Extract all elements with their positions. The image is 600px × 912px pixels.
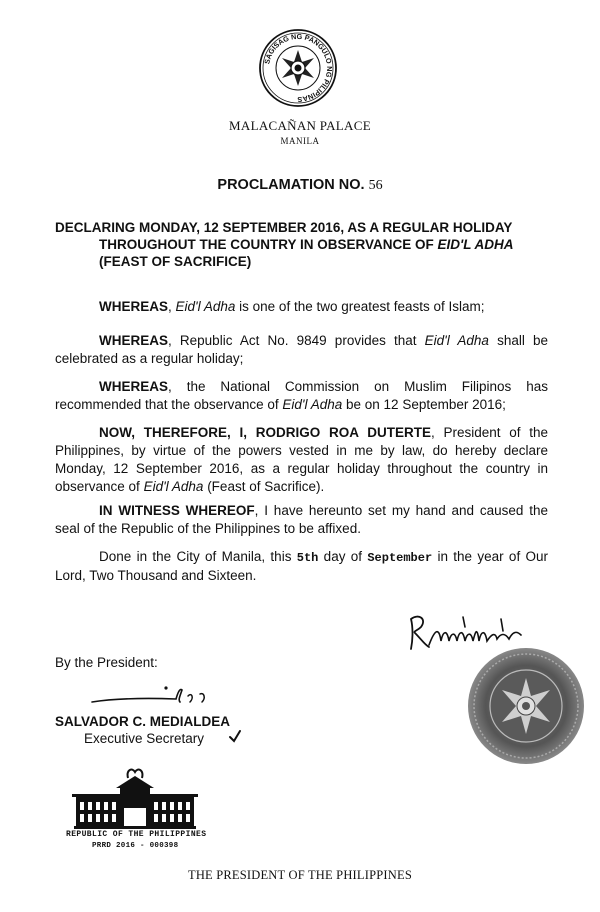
declaring-line-3: (FEAST OF SACRIFICE) [99, 254, 252, 269]
secretary-signature [88, 682, 218, 712]
whereas-paragraph-3 [55, 378, 548, 414]
secretary-title: Executive Secretary [84, 731, 205, 746]
whereas-lead: WHEREAS [99, 299, 169, 314]
p4-text-a: , President of the Philippines, by virtue of the powers vested in me by law, do hereby declare Monday, 12 September 2016, as a regular holiday throughout the country in observance of [55, 425, 549, 494]
p5-text: , I have hereunto set my hand and caused the seal of the Republic of the Philippines to be affixed. [55, 503, 549, 536]
date-day-fill: 5th [296, 551, 319, 565]
date-month-fill: September [367, 551, 433, 565]
by-the-president-label: By the President: [55, 655, 158, 670]
done-in-paragraph [55, 548, 548, 585]
declaring-line-1: DECLARING MONDAY, 12 SEPTEMBER 2016, AS A REGULAR HOLIDAY [55, 220, 513, 235]
p1-text-b: is one of the two greatest feasts of Islam; [235, 299, 485, 314]
p3-feast: Eid'l Adha [282, 397, 343, 412]
palace-city: MANILA [280, 136, 320, 146]
declaring-feast-name: EID'L ADHA [437, 237, 514, 252]
p6-text-b: day of [318, 549, 368, 564]
declaring-line-2: THROUGHOUT THE COUNTRY IN OBSERVANCE OF [99, 237, 434, 252]
proclamation-title-prefix: PROCLAMATION NO. [217, 177, 365, 193]
initial-mark-icon [228, 729, 242, 743]
declaring-heading [55, 219, 555, 270]
whereas-paragraph-1 [55, 298, 548, 316]
in-witness-lead: IN WITNESS WHEREOF [99, 503, 255, 518]
p2-text-a: , Republic Act No. 9849 provides that [168, 333, 425, 348]
republic-label: REPUBLIC OF THE PHILIPPINES [66, 830, 207, 839]
in-witness-paragraph [55, 502, 548, 538]
whereas-lead: WHEREAS [99, 379, 169, 394]
dry-seal-icon [466, 646, 586, 766]
now-therefore-paragraph [55, 424, 548, 496]
whereas-paragraph-2 [55, 332, 548, 368]
whereas-lead: WHEREAS [99, 333, 169, 348]
p3-text-a: , the National Commission on Muslim Filipinos has recommended that the observance of [55, 379, 548, 412]
palace-name: MALACAÑAN PALACE [229, 118, 371, 133]
secretary-name: SALVADOR C. MEDIALDEA [55, 714, 230, 729]
p2-feast: Eid'l Adha [424, 333, 489, 348]
p1-text-a: , [168, 299, 176, 314]
proclamation-number: 56 [368, 178, 383, 193]
footer-president-line: THE PRESIDENT OF THE PHILIPPINES [187, 868, 412, 882]
now-therefore-lead: NOW, THEREFORE, I, RODRIGO ROA DUTERTE [99, 425, 431, 440]
p1-feast: Eid'l Adha [175, 299, 236, 314]
proclamation-title [0, 177, 600, 194]
p4-text-b: (Feast of Sacrifice). [203, 479, 325, 494]
p2-text-b: shall be celebrated as a regular holiday; [55, 333, 548, 366]
p6-text-c: in the year of Our Lord, Two Thousand and Sixteen. [55, 549, 549, 583]
seal-ring-text: SAGISAG NG PANGULO NG PILIPINAS [262, 31, 335, 105]
document-code: PRRD 2016 - 000398 [92, 842, 179, 850]
p3-text-b: be on 12 September 2016; [342, 397, 506, 412]
p6-text-a: Done in the City of Manila, this [99, 549, 297, 564]
p4-feast: Eid'l Adha [143, 479, 204, 494]
malacanang-building-icon [70, 768, 200, 830]
presidential-seal-icon [258, 28, 338, 108]
